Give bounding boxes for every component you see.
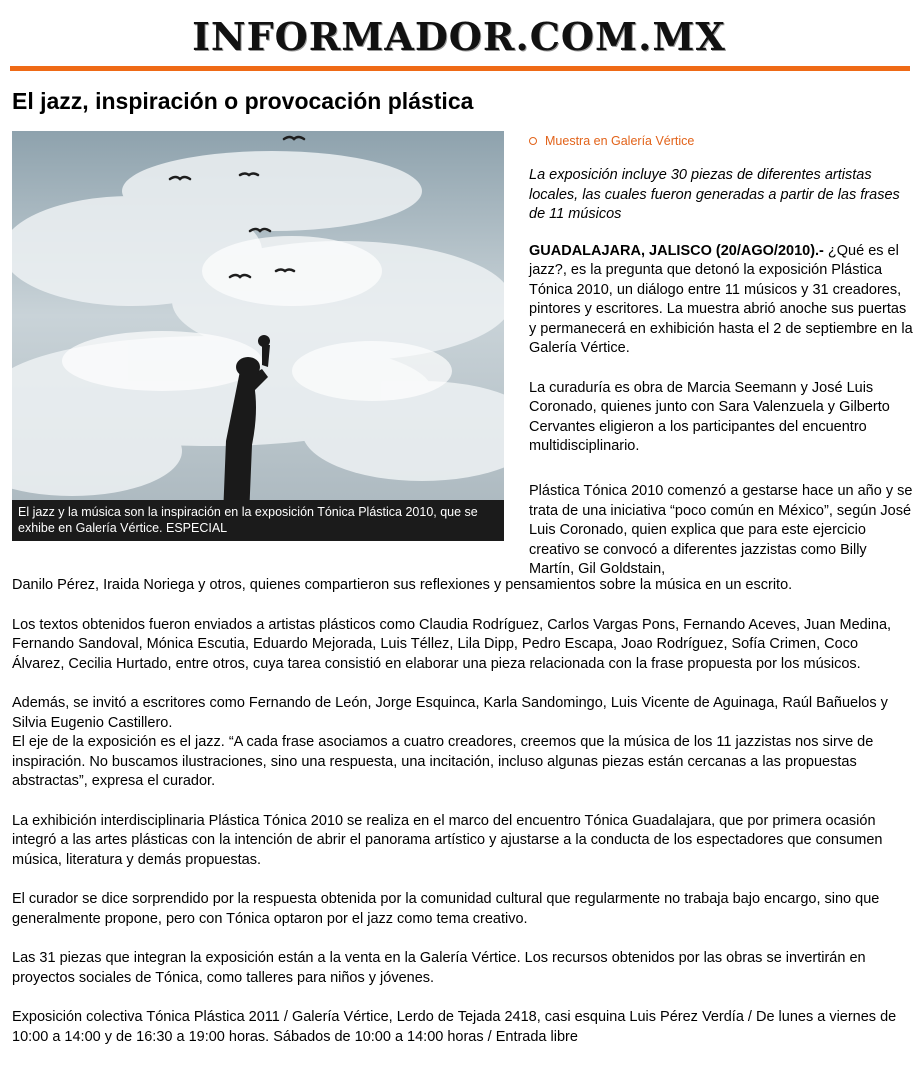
related-link-label[interactable]: Muestra en Galería Vértice xyxy=(545,134,695,148)
article-full-column xyxy=(12,576,912,1067)
article-paragraph-10: Exposición colectiva Tónica Plástica 2011 / Galería Vértice, Lerdo de Tejada 2418, casi esquina Luis Pérez Verdía / De lunes a viernes de 10:00 a 14:00 y de 16:30 a 19:00 horas. Sábados de 10:00 a 14:00 horas / Entrada libre xyxy=(12,1009,897,1045)
article-paragraph-3-side: Plástica Tónica 2010 comenzó a gestarse hace un año y se trata de una iniciativa “poco común en México”, según José Luis Coronado, quien explica que para este ejercicio creativo se convocó a diferentes jazzistas como Billy Martín, Gil Goldstain, xyxy=(529,483,913,577)
masthead xyxy=(0,0,918,62)
article-summary: La exposición incluye 30 piezas de diferentes artistas locales, las cuales fueron generadas a partir de las frases de 11 músicos xyxy=(529,167,900,222)
photo-caption: El jazz y la música son la inspiración en la exposición Tónica Plástica 2010, que se exhibe en Galería Vértice. ESPECIAL xyxy=(12,500,504,541)
article-paragraph-6: El eje de la exposición es el jazz. “A cada frase asociamos a cuatro creadores, creemos que la música de los 11 jazzistas nos sirve de inspiración. No buscamos ilustraciones, sino una respuesta, una incitación, incluso algunas piezas están cercanas a las propuestas abstractas”, expresa el curador. xyxy=(12,734,874,789)
article-paragraph-5: Además, se invitó a escritores como Fernando de León, Jorge Esquinca, Karla Sandomingo, Luis Vicente de Aguinaga, Raúl Bañuelos y Silvia Eugenio Castillero. xyxy=(12,695,888,731)
article-paragraph-9: Las 31 piezas que integran la exposición están a la venta en la Galería Vértice. Los recursos obtenidos por las obras se invertirán en proyectos sociales de Tónica, como talleres para niños y jóvenes. xyxy=(12,950,866,986)
bullet-icon xyxy=(529,137,537,145)
article-side-column xyxy=(529,134,914,477)
header-rule xyxy=(10,66,910,71)
article-headline: El jazz, inspiración o provocación plástica xyxy=(12,88,474,114)
photo-trumpeter-clouds xyxy=(12,131,504,541)
article-paragraph-3-full: Danilo Pérez, Iraida Noriega y otros, quienes compartieron sus reflexiones y pensamientos sobre la música en un escrito. xyxy=(12,577,793,593)
article-paragraph-4: Los textos obtenidos fueron enviados a artistas plásticos como Claudia Rodríguez, Carlos Vargas Pons, Fernando Aceves, Juan Medina, Fernando Sandoval, Mónica Escutia, Eduardo Mejorada, Luis Téllez, Lila Dipp, Pedro Escapa, Joao Rodríguez, Sofía Crimen, Coco Álvarez, Cecilia Hurtado, entre otros, cuya tarea consistió en elaborar una pieza relacionada con la frase propuesta por los músicos. xyxy=(12,616,892,672)
article-paragraph-2: La curaduría es obra de Marcia Seemann y José Luis Coronado, quienes junto con Sara Valenzuela y Gilberto Cervantes eligieron a los participantes del encuentro multidisciplinario. xyxy=(529,379,890,454)
article-paragraph-7: La exhibición interdisciplinaria Plástica Tónica 2010 se realiza en el marco del encuentro Tónica Guadalajara, que por primera ocasión integró a las artes plásticas con la intención de abrir el panorama artístico y ajustarse a la conducta de los espectadores que consumen música, literatura y demás propuestas. xyxy=(12,812,883,868)
paragraph-1-text: ¿Qué es el jazz?, es la pregunta que detonó la exposición Plástica Tónica 2010, un diálogo entre 11 músicos y 31 creadores, pintores y escritores. La muestra abrió anoche sus puertas y permanecerá en exhibición hasta el 2 de septiembre en la Galería Vértice. xyxy=(529,242,913,356)
article-paragraph-8: El curador se dice sorprendido por la respuesta obtenida por la comunidad cultural que regularmente no trabaja bajo encargo, sino que generalmente propone, pero con Tónica optaron por el jazz como tema creativo. xyxy=(12,891,880,927)
dateline: GUADALAJARA, JALISCO (20/AGO/2010).- xyxy=(529,242,824,259)
article-paragraph-1 xyxy=(529,242,914,359)
related-link[interactable] xyxy=(529,134,914,148)
article-photo xyxy=(12,131,504,541)
site-logo[interactable]: INFORMADOR.COM.MX xyxy=(192,14,726,59)
